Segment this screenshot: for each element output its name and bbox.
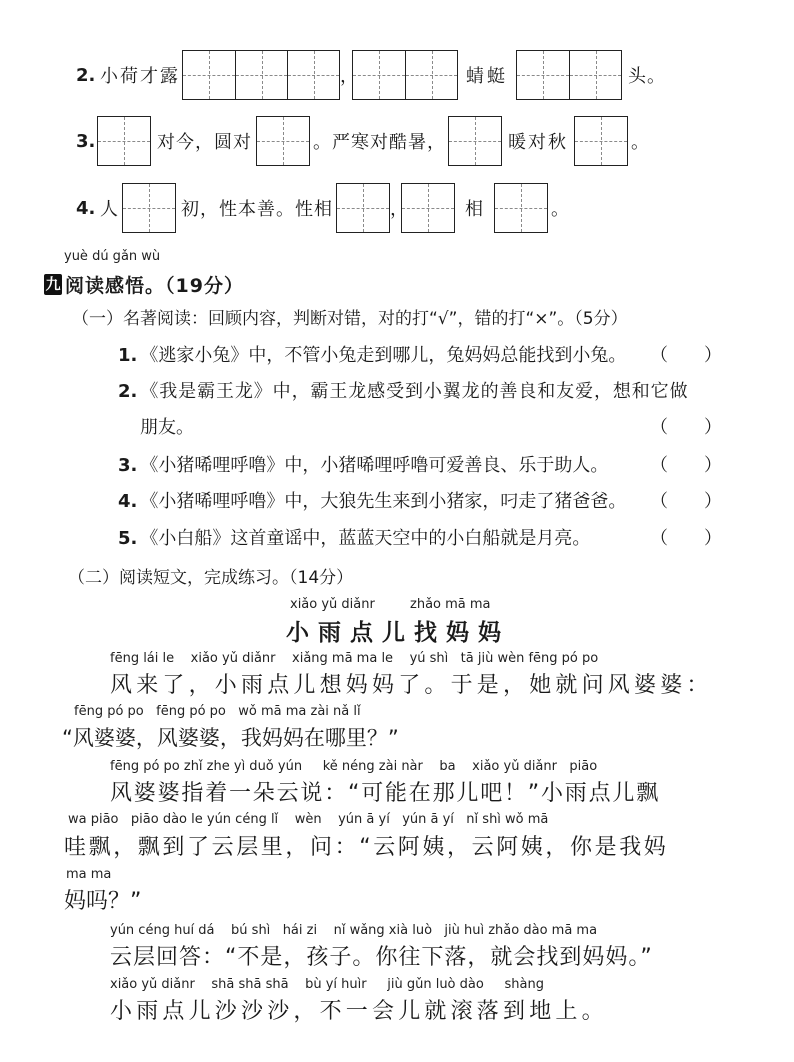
title-pinyin: zhǎo mā ma [410, 597, 491, 612]
question-text: 蜻蜓 [466, 66, 508, 87]
title-pinyin: xiǎo yǔ diǎnr [290, 597, 375, 612]
answer-cell [575, 117, 627, 165]
answer-boxes [182, 50, 340, 100]
question-text: 人 [100, 199, 119, 220]
story-line: 小雨点儿沙沙沙，不一会儿就滚落到地上。 [110, 999, 608, 1024]
answer-cell [257, 117, 309, 165]
question-text: 暖对秋 [508, 132, 568, 153]
answer-blank: （ ） [650, 455, 722, 476]
question-number: 3. [76, 130, 96, 152]
answer-cell [123, 184, 175, 232]
part1-heading: （一）名著阅读：回顾内容，判断对错，对的打“√”，错的打“×”。（5分） [72, 309, 628, 329]
judge-item-1 [118, 341, 626, 367]
question-text: 。严寒对酷暑， [313, 132, 446, 153]
fill-blank-q2 [76, 49, 666, 101]
item-number: 3. [118, 455, 138, 476]
section-header [44, 271, 244, 298]
story-line: 妈吗？” [64, 889, 142, 914]
answer-boxes [256, 116, 310, 166]
answer-cell [353, 51, 405, 99]
fill-blank-q4 [76, 182, 570, 234]
section-number-badge: 九 [45, 275, 61, 293]
answer-boxes [448, 116, 502, 166]
judge-item-4 [118, 487, 626, 513]
answer-boxes [122, 183, 176, 233]
item-number: 5. [118, 528, 138, 549]
item-text: 《小猪唏哩呼噜》中，大狼先生来到小猪家，叼走了猪爸爸。 [140, 491, 627, 512]
item-text: 《小白船》这首童谣中，蓝蓝天空中的小白船就是月亮。 [140, 528, 591, 549]
judge-item-5 [118, 524, 590, 550]
question-text: 对今，圆对 [157, 132, 252, 153]
story-line: “风婆婆，风婆婆，我妈妈在哪里？” [62, 726, 399, 750]
judge-item-3 [118, 451, 608, 477]
section-title: 阅读感悟。（19分） [65, 275, 244, 297]
pinyin-line: xiǎo yǔ diǎnr shā shā shā bù yí huìr jiù gǔn luò dào shàng [110, 977, 544, 992]
answer-boxes [352, 50, 458, 100]
question-text: 相 [465, 199, 484, 220]
answer-cell [517, 51, 569, 99]
pinyin-line: fēng pó po fēng pó po wǒ mā ma zài nǎ lǐ [74, 704, 361, 719]
story-line: 哇飘，飘到了云层里，问：“云阿姨，云阿姨，你是我妈 [64, 835, 669, 860]
section-pinyin: yuè dú gǎn wù [64, 249, 161, 264]
question-text: ， [340, 66, 359, 87]
answer-cell [569, 51, 621, 99]
judge-item-2-continued: 朋友。 [140, 417, 194, 438]
question-number: 4. [76, 197, 96, 219]
question-number: 2. [76, 64, 96, 86]
pinyin-line: fēng pó po zhǐ zhe yì duǒ yún kě néng zài nàr ba xiǎo yǔ diǎnr piāo [110, 759, 598, 774]
answer-cell [495, 184, 547, 232]
pinyin-line: ma ma [66, 867, 112, 882]
item-number: 2. [118, 381, 138, 402]
answer-cell [235, 51, 287, 99]
answer-cell [405, 51, 457, 99]
question-text: ， [390, 199, 409, 220]
answer-boxes [401, 183, 455, 233]
answer-cell [183, 51, 235, 99]
judge-item-2 [118, 377, 688, 403]
answer-boxes [336, 183, 390, 233]
question-text: 初，性本善。性相 [181, 199, 333, 220]
part2-heading: （二）阅读短文，完成练习。（14分） [68, 568, 354, 588]
answer-blank: （ ） [650, 345, 722, 366]
pinyin-line: wa piāo piāo dào le yún céng lǐ wèn yún ā yí yún ā yí nǐ shì wǒ mā [68, 812, 549, 827]
answer-boxes [97, 116, 151, 166]
answer-cell [98, 117, 150, 165]
story-line: 风婆婆指着一朵云说：“可能在那儿吧！”小雨点儿飘 [110, 781, 660, 806]
question-text: 头。 [628, 66, 666, 87]
item-text: 《小猪唏哩呼噜》中，小猪唏哩呼噜可爱善良、乐于助人。 [140, 455, 609, 476]
story-line: 云层回答：“不是，孩子。你往下落，就会找到妈妈。” [110, 945, 653, 970]
item-text: 《逃家小兔》中，不管小兔走到哪儿，兔妈妈总能找到小兔。 [140, 345, 627, 366]
answer-cell [402, 184, 454, 232]
answer-boxes [494, 183, 548, 233]
answer-cell [449, 117, 501, 165]
answer-cell [287, 51, 339, 99]
pinyin-line: yún céng huí dá bú shì hái zi nǐ wǎng xià luò jiù huì zhǎo dào mā ma [110, 923, 598, 938]
item-number: 1. [118, 345, 138, 366]
answer-blank: （ ） [650, 491, 722, 512]
answer-boxes [574, 116, 628, 166]
answer-boxes [516, 50, 622, 100]
pinyin-line: fēng lái le xiǎo yǔ diǎnr xiǎng mā ma le yú shì tā jiù wèn fēng pó po [110, 651, 599, 666]
story-title: 小雨点儿找妈妈 [286, 620, 510, 646]
fill-blank-q3 [76, 115, 650, 167]
question-text: 。 [551, 199, 570, 220]
item-number: 4. [118, 491, 138, 512]
item-text: 《我是霸王龙》中，霸王龙感受到小翼龙的善良和友爱，想和它做 [140, 381, 689, 402]
answer-blank: （ ） [650, 528, 722, 549]
question-text: 。 [631, 132, 650, 153]
question-text: 小荷才露 [100, 66, 180, 87]
answer-blank: （ ） [650, 417, 722, 438]
answer-cell [337, 184, 389, 232]
story-line: 风来了，小雨点儿想妈妈了。于是，她就问风婆婆： [110, 673, 713, 698]
